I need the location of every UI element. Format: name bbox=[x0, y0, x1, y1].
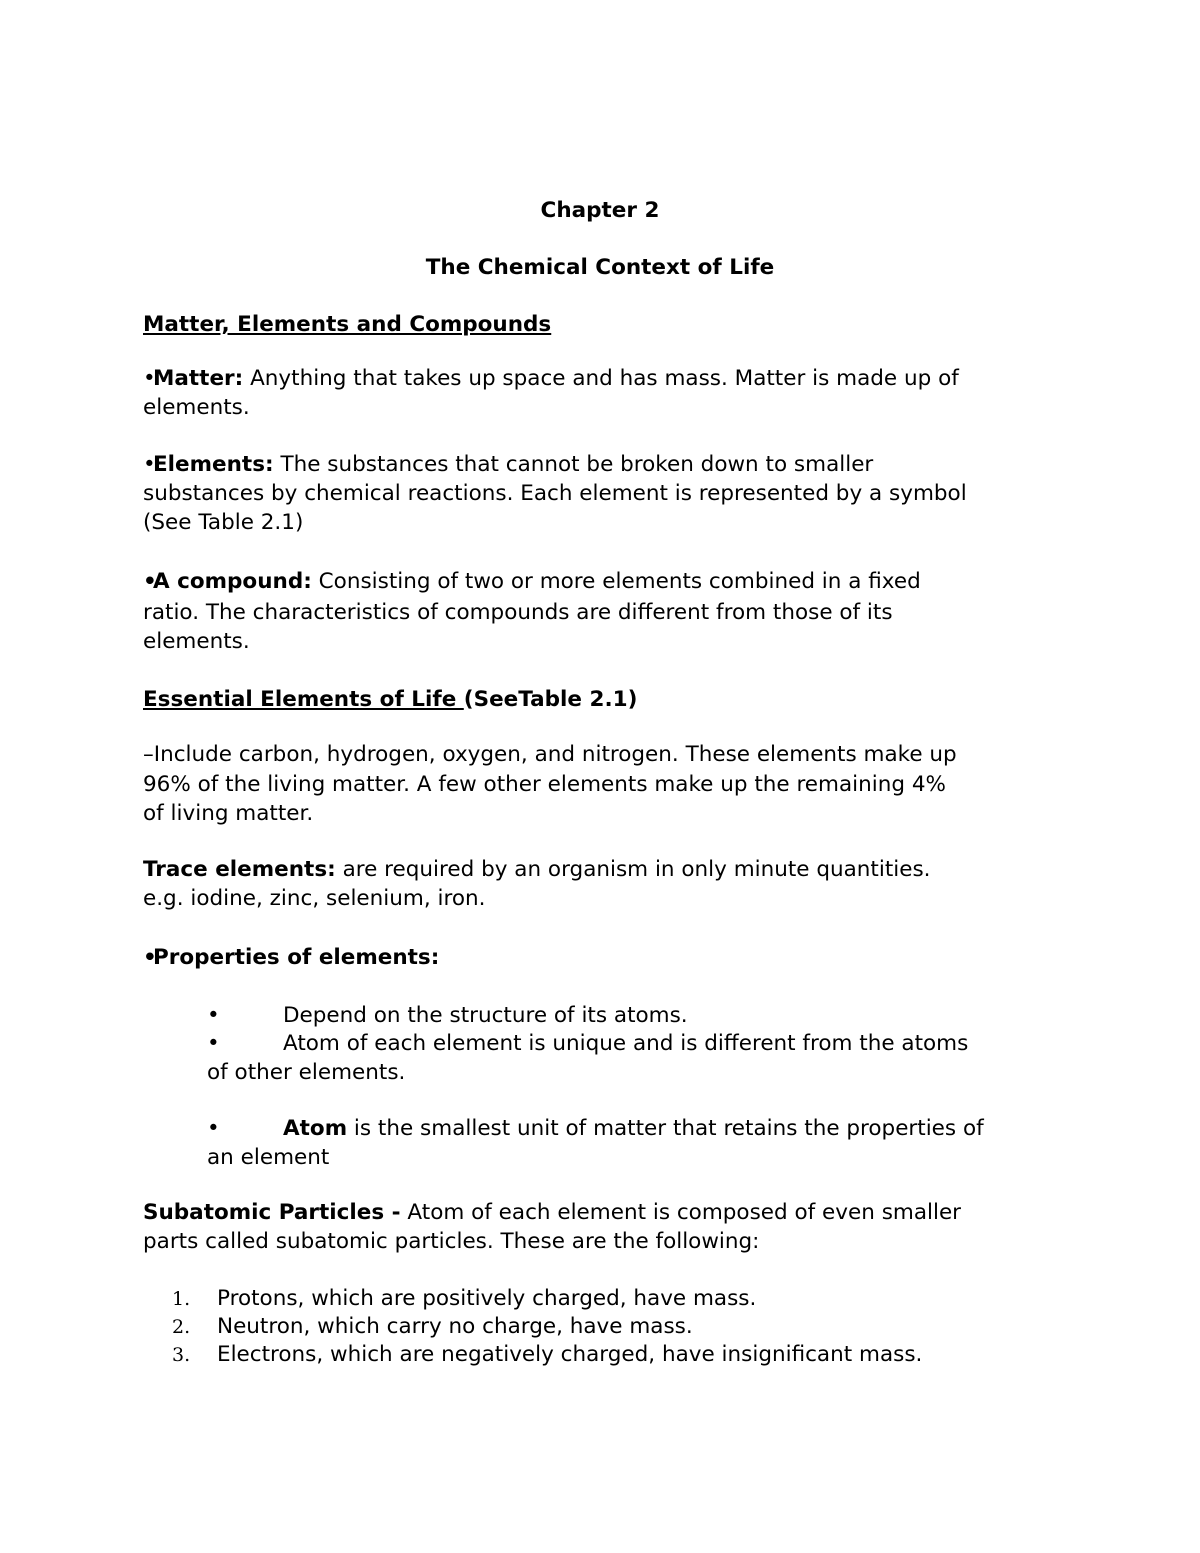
list-number: 3. bbox=[172, 1344, 191, 1366]
list-item: Protons, which are positively charged, have mass. bbox=[217, 1286, 757, 1311]
bullet: • bbox=[207, 1003, 220, 1028]
elements-definition-cont2: (See Table 2.1) bbox=[143, 510, 304, 535]
properties-heading-text: Properties of elements: bbox=[153, 945, 440, 970]
property-item-cont: of other elements. bbox=[207, 1060, 406, 1085]
compound-definition-cont2: elements. bbox=[143, 629, 250, 654]
trace-term: Trace elements: bbox=[143, 857, 336, 882]
essential-heading-suffix: (SeeTable 2.1) bbox=[463, 687, 638, 712]
bullet: • bbox=[207, 1116, 220, 1141]
subatomic-para-cont: parts called subatomic particles. These are the following: bbox=[143, 1229, 760, 1254]
atom-text: is the smallest unit of matter that retains the properties of bbox=[347, 1116, 984, 1141]
list-item: Electrons, which are negatively charged, have insignificant mass. bbox=[217, 1342, 923, 1367]
matter-text: Anything that takes up space and has mass. Matter is made up of bbox=[243, 366, 959, 391]
elements-definition-cont: substances by chemical reactions. Each element is represented by a symbol bbox=[143, 481, 967, 506]
section-heading-essential bbox=[143, 685, 637, 714]
matter-definition-cont: elements. bbox=[143, 395, 250, 420]
property-item bbox=[283, 1114, 984, 1143]
list-item: Neutron, which carry no charge, have mass. bbox=[217, 1314, 693, 1339]
atom-term: Atom bbox=[283, 1116, 348, 1141]
list-number: 1. bbox=[172, 1288, 191, 1310]
compound-text: Consisting of two or more elements combined in a fixed bbox=[311, 569, 921, 594]
properties-heading bbox=[143, 943, 439, 972]
trace-elements bbox=[143, 855, 931, 884]
elements-definition bbox=[143, 450, 873, 479]
bullet: • bbox=[207, 1031, 220, 1056]
essential-para-cont2: of living matter. bbox=[143, 801, 314, 826]
bullet: • bbox=[143, 569, 157, 594]
property-item: Atom of each element is unique and is different from the atoms bbox=[283, 1031, 969, 1056]
trace-text: are required by an organism in only minute quantities. bbox=[335, 857, 931, 882]
subatomic-term: Subatomic Particles - bbox=[143, 1200, 401, 1225]
essential-para: –Include carbon, hydrogen, oxygen, and nitrogen. These elements make up bbox=[143, 742, 957, 767]
bullet: • bbox=[143, 945, 157, 970]
compound-term: A compound: bbox=[153, 569, 312, 594]
property-item: Depend on the structure of its atoms. bbox=[283, 1003, 688, 1028]
essential-para-cont: 96% of the living matter. A few other elements make up the remaining 4% bbox=[143, 772, 946, 797]
compound-definition bbox=[143, 567, 921, 596]
chapter-number: Chapter 2 bbox=[540, 198, 660, 223]
chapter-title: The Chemical Context of Life bbox=[425, 255, 775, 280]
bullet: • bbox=[143, 452, 156, 477]
section-heading-matter: Matter, Elements and Compounds bbox=[143, 312, 552, 337]
elements-term: Elements: bbox=[153, 452, 274, 477]
subatomic-para bbox=[143, 1198, 961, 1227]
bullet: • bbox=[143, 366, 156, 391]
essential-heading: Essential Elements of Life bbox=[143, 687, 464, 712]
elements-text: The substances that cannot be broken down to smaller bbox=[273, 452, 874, 477]
subatomic-text: Atom of each element is composed of even smaller bbox=[400, 1200, 962, 1225]
list-number: 2. bbox=[172, 1316, 191, 1338]
trace-elements-cont: e.g. iodine, zinc, selenium, iron. bbox=[143, 886, 486, 911]
matter-term: Matter: bbox=[153, 366, 244, 391]
compound-definition-cont: ratio. The characteristics of compounds are different from those of its bbox=[143, 600, 893, 625]
matter-definition bbox=[143, 364, 959, 393]
property-item-cont: an element bbox=[207, 1145, 330, 1170]
